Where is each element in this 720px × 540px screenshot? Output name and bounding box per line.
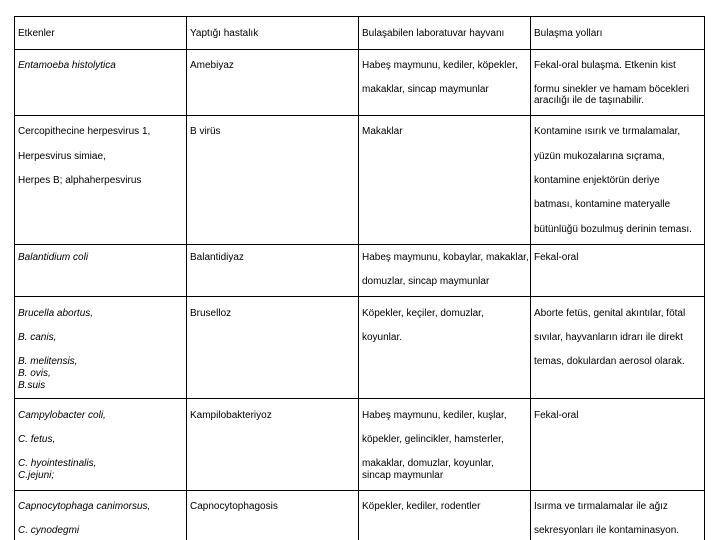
header-etkenler: Etkenler (18, 28, 55, 39)
row4-animals-2: koyunlar. (362, 332, 403, 343)
row2-routes-2: yüzün mukozalarına sıçrama, (534, 151, 665, 162)
row5-disease: Kampilobakteriyoz (190, 410, 272, 421)
header-animals: Bulaşabilen laboratuvar hayvanı (362, 28, 505, 39)
row1-agent-1: Entamoeba histolytica (18, 60, 116, 71)
header-routes: Bulaşma yolları (534, 28, 603, 39)
row6-routes-2: sekresyonları ile kontaminasyon. (534, 525, 680, 536)
row5-agent-1: Campylobacter coli, (18, 410, 106, 421)
row5-animals-1: Habeş maymunu, kediler, kuşlar, (362, 410, 507, 421)
row2-routes-5: bütünlüğü bozulmuş derinin teması. (534, 224, 692, 235)
row1-animals-2: makaklar, sincap maymunlar (362, 84, 489, 95)
row4-disease: Bruselloz (190, 308, 232, 319)
row5-agent-4: C.jejuni; (18, 470, 55, 481)
row5-animals-2: köpekler, gelincikler, hamsterler, (362, 434, 504, 445)
row1-animals-1: Habeş maymunu, kediler, köpekler, (362, 60, 518, 71)
row5-agent-3: C. hyointestinalis, (18, 458, 97, 469)
row2-routes-3: kontamine enjektörün deriye (534, 175, 660, 186)
header-disease: Yaptığı hastalık (190, 28, 259, 39)
row2-animals-1: Makaklar (362, 126, 403, 137)
row6-routes-1: Isırma ve tırmalamalar ile ağız (534, 501, 668, 512)
row4-agent-4: B. ovis, (18, 368, 51, 379)
row4-routes-2: sıvılar, hayvanların idrarı ile direkt (534, 332, 683, 343)
row4-agent-2: B. canis, (18, 332, 57, 343)
row6-disease: Capnocytophagosis (190, 501, 278, 512)
row3-disease: Balantidiyaz (190, 252, 244, 263)
row3-agent-1: Balantidium coli (18, 252, 89, 263)
row5-animals-3: makaklar, domuzlar, koyunlar, (362, 458, 494, 469)
row1-routes-3: aracılığı ile de taşınabilir. (534, 95, 645, 106)
row1-routes-2: formu sinekler ve hamam böcekleri (534, 84, 690, 95)
row1-disease: Amebiyaz (190, 60, 234, 71)
row2-agent-3: Herpes B; alphaherpesvirus (18, 175, 142, 186)
row5-agent-2: C. fetus, (18, 434, 56, 445)
row2-routes-1: Kontamine ısırık ve tırmalamalar, (534, 126, 681, 137)
row5-routes-1: Fekal-oral (534, 410, 579, 421)
row1-routes-1: Fekal-oral bulaşma. Etkenin kist (534, 60, 676, 71)
row4-routes-1: Aborte fetüs, genital akıntılar, fötal (534, 308, 686, 319)
row2-agent-1: Cercopithecine herpesvirus 1, (18, 126, 151, 137)
row3-animals-1: Habeş maymunu, kobaylar, makaklar, (362, 252, 529, 263)
row3-routes-1: Fekal-oral (534, 252, 579, 263)
row4-agent-1: Brucella abortus, (18, 308, 94, 319)
row6-animals-1: Köpekler, kediler, rodentler (362, 501, 481, 512)
row4-routes-3: temas, dokulardan aerosol olarak. (534, 356, 685, 367)
row4-animals-1: Köpekler, keçiler, domuzlar, (362, 308, 484, 319)
row2-agent-2: Herpesvirus simiae, (18, 151, 106, 162)
row4-agent-5: B.suis (18, 380, 46, 391)
row2-routes-4: batması, kontamine materyalle (534, 199, 671, 210)
row3-animals-2: domuzlar, sincap maymunlar (362, 276, 490, 287)
row4-agent-3: B. melitensis, (18, 356, 78, 367)
row6-agent-1: Capnocytophaga canimorsus, (18, 501, 151, 512)
row5-animals-4: sincap maymunlar (362, 470, 444, 481)
row6-agent-2: C. cynodegmi (18, 525, 80, 536)
row2-disease: B virüs (190, 126, 221, 137)
